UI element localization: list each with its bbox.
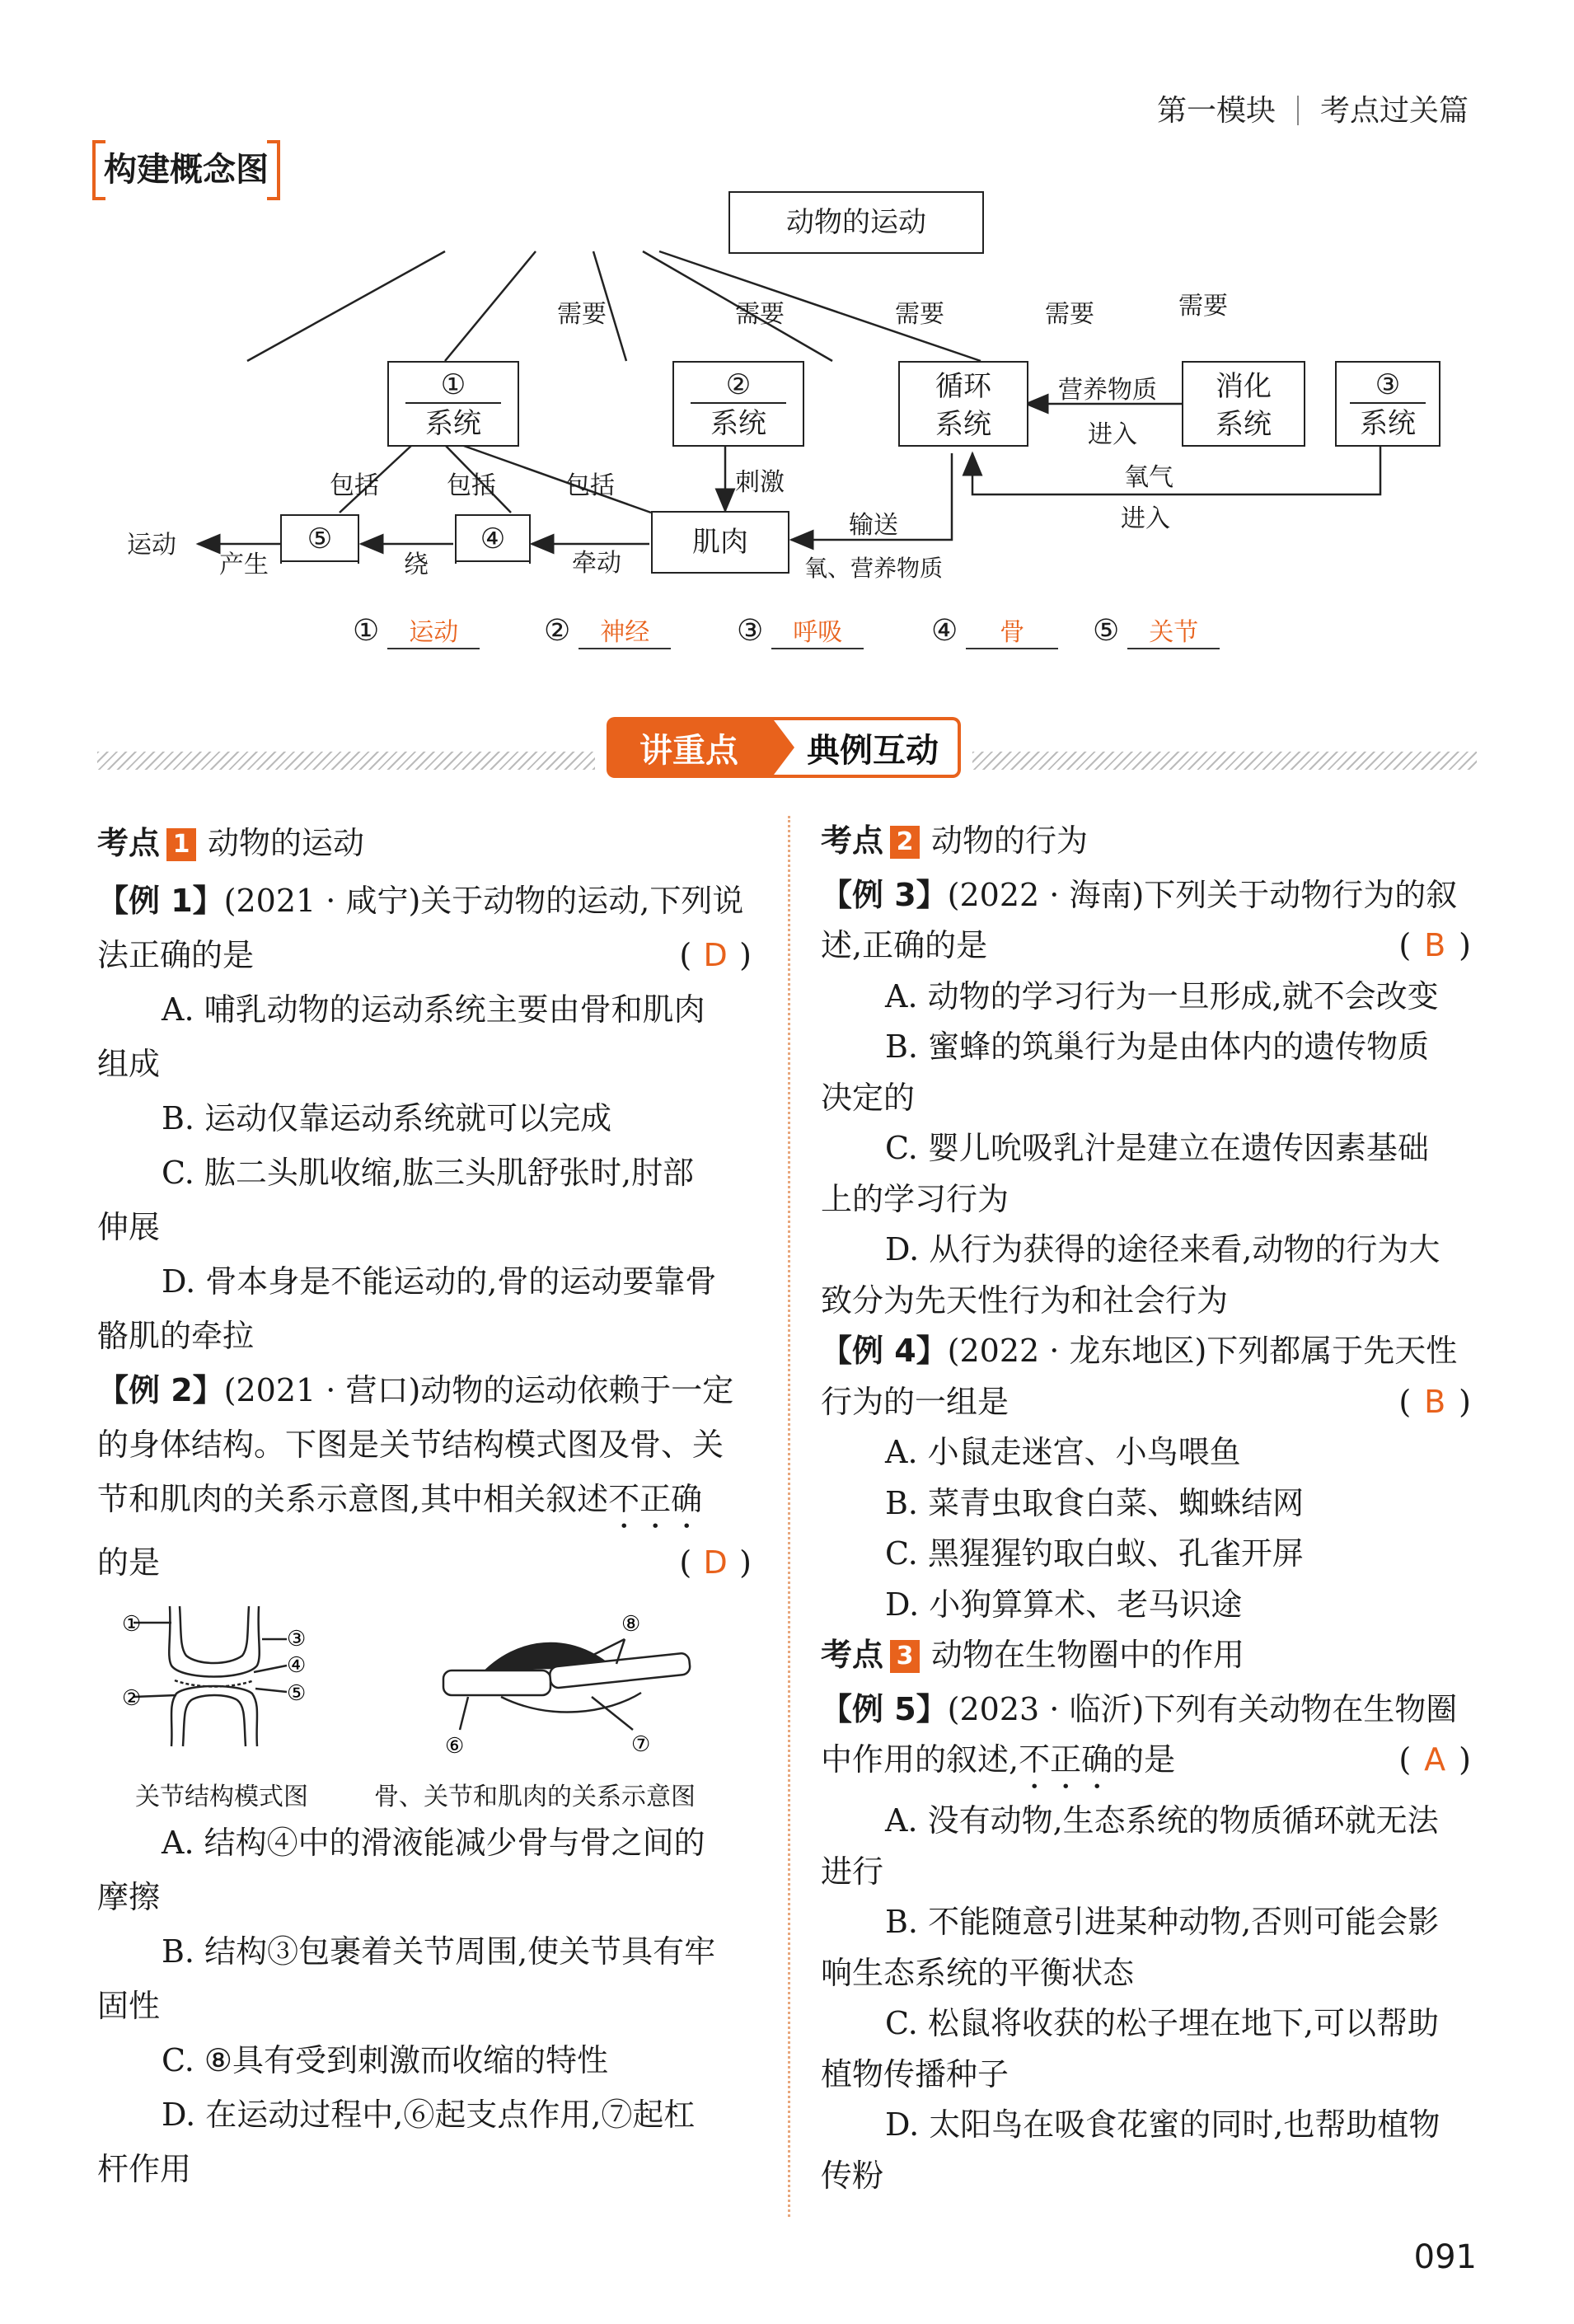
box1-num: ① [405,368,501,404]
box2-text: 系统 [710,407,766,440]
box-system-2 [672,361,804,447]
option-d-cont: 杆作用 [97,2151,192,2187]
kaodian-2-heading [821,816,1476,867]
box2-num: ② [691,368,786,404]
circ-line-2: 系统 [935,408,991,441]
answer-num: ① [353,614,380,648]
question-text: 的是 [97,1544,161,1581]
option-a: A. 动物的学习行为一旦形成,就不会改变 [885,977,1439,1014]
banner-band-left [97,752,595,770]
oxygen-nutrient-label: 氧、营养物质 [804,555,944,582]
question-text: (2023 · 临沂)下列有关动物在生物圈 [947,1690,1458,1727]
running-header [1157,87,1469,129]
pull-label: 牵动 [572,549,621,578]
box-system-1 [387,361,519,447]
joint-structure-figure [122,1598,312,1755]
answer-text: 骨 [966,611,1058,649]
transport-label: 输送 [849,511,898,540]
option-a-cont: 摩擦 [97,1879,161,1915]
enter-label-2: 进入 [1121,504,1170,533]
header-separator [1297,96,1299,125]
question-text: 行为的一组是 [821,1383,1010,1420]
include-label-2: 包括 [447,471,496,500]
answer-paren: ( D ) [679,1535,757,1590]
option-a: A. 没有动物,生态系统的物质循环就无法 [885,1802,1439,1839]
option-a-cont: 进行 [821,1853,884,1890]
need-label-1: 需要 [557,300,607,329]
example-label: 【例 2】 [97,1372,224,1408]
example-5 [821,1684,1476,2202]
box3-text: 系统 [1360,407,1416,440]
stimulus-label: 刺激 [735,468,785,497]
option-d: D. 骨本身是不能运动的,骨的运动要靠骨 [162,1263,717,1300]
kd-number: 3 [890,1640,920,1673]
example-label: 【例 1】 [97,883,224,919]
answer-choice: A [1424,1741,1446,1778]
option-c-cont: 植物传播种子 [821,2055,1010,2092]
banner-left: 讲重点 [607,717,771,778]
banner-band-right [972,752,1477,770]
answer-3 [737,611,864,649]
answer-choice: B [1424,1383,1446,1420]
box3-num: ③ [1350,368,1426,404]
joint-label-3: ③ [287,1627,307,1652]
header-part: 考点过关篇 [1319,94,1469,128]
answer-num: ④ [931,614,958,648]
column-divider [788,816,790,2217]
question-text: (2021 · 营口)动物的运动依赖于一定 [223,1372,734,1408]
option-b: B. 运动仅靠运动系统就可以完成 [162,1100,612,1136]
question-text: 节和肌肉的关系示意图,其中相关叙述 [97,1481,609,1517]
page-number: 091 [1413,2238,1477,2276]
example-label: 【例 5】 [821,1690,948,1727]
question-text: (2022 · 龙东地区)下列都属于先天性 [947,1333,1458,1369]
option-d: D. 太阳鸟在吸食花蜜的同时,也帮助植物 [885,2106,1440,2143]
answer-1 [353,611,480,649]
joint-label-1: ① [122,1612,142,1637]
answer-paren: ( A ) [1398,1735,1476,1796]
bm-label-8: ⑧ [621,1612,641,1637]
bone-box [455,514,531,569]
figures [97,1598,757,1812]
need-label-4: 需要 [1045,300,1094,329]
answer-text: 神经 [579,611,671,649]
line-top-box1 [247,251,445,361]
concept-map [115,181,1467,659]
question-text: (2022 · 海南)下列关于动物行为的叙 [947,876,1458,913]
answer-choice: B [1424,927,1446,963]
answer-num: ⑤ [1093,614,1120,648]
option-a: A. 小鼠走迷宫、小鸟喂鱼 [885,1434,1241,1470]
option-c: C. 松鼠将收获的松子埋在地下,可以帮助 [885,2005,1439,2041]
kd-title: 动物的运动 [208,825,365,861]
answer-paren: ( B ) [1398,1377,1476,1428]
include-label-3: 包括 [565,471,615,500]
option-d: D. 在运动过程中,⑥起支点作用,⑦起杠 [162,2097,696,2133]
motion-label: 运动 [127,531,176,560]
banner-right: 典例互动 [771,717,961,778]
kaodian-3-heading [821,1630,1476,1681]
kd-title: 动物的行为 [931,822,1089,859]
example-label: 【例 3】 [821,876,948,913]
digest-line-1: 消化 [1216,370,1272,403]
right-column [821,816,1476,2201]
option-b: B. 蜜蜂的筑巢行为是由体内的遗传物质 [885,1028,1430,1065]
option-c: C. 黑猩猩钓取白蚁、孔雀开屏 [885,1535,1304,1572]
question-text: 的是 [1113,1741,1176,1778]
question-text: 述,正确的是 [821,927,988,963]
joint-label-4: ④ [287,1653,307,1678]
need-label-5: 需要 [1178,292,1228,321]
muscle-box: 肌肉 [651,511,789,574]
question-text: 中作用的叙述, [821,1741,1019,1778]
example-2 [97,1363,757,2196]
answer-choice: D [703,937,728,973]
option-d-cont: 致分为先天性行为和社会行为 [821,1281,1229,1319]
circ-line-1: 循环 [935,370,991,403]
nutrient-label: 营养物质 [1058,376,1157,405]
answer-num: ② [544,614,571,648]
enter-label-1: 进入 [1088,420,1137,449]
answer-text: 呼吸 [771,611,864,649]
around-label: 绕 [404,551,429,579]
option-b-cont: 响生态系统的平衡状态 [821,1954,1135,1991]
option-c: C. ⑧具有受到刺激而收缩的特性 [162,2042,608,2078]
option-d: D. 小狗算算术、老马识途 [885,1586,1243,1623]
option-b-cont: 固性 [97,1988,161,2024]
option-b: B. 菜青虫取食白菜、蜘蛛结网 [885,1484,1305,1521]
question-text: (2021 · 咸宁)关于动物的运动,下列说 [223,883,744,919]
kd-number: 1 [166,828,196,861]
question-text: 法正确的是 [97,937,255,973]
kd-label: 考点 [821,822,884,859]
section-tag: 构建概念图 [92,140,280,194]
answer-choice: D [703,1544,728,1581]
arrow-oxygen-circ [972,445,1380,494]
kd-number: 2 [890,826,920,859]
option-c-cont: 上的学习行为 [821,1180,1010,1217]
answer-paren: ( B ) [1398,921,1476,972]
option-b: B. 不能随意引进某种动物,否则可能会影 [885,1904,1440,1940]
joint-label-5: ⑤ [287,1681,307,1706]
example-4 [821,1326,1476,1630]
include-label-1: 包括 [330,471,379,500]
option-a: A. 结构④中的滑液能减少骨与骨之间的 [162,1825,705,1861]
left-column [97,816,757,2196]
kaodian-1-heading [97,816,757,870]
option-c: C. 婴儿吮吸乳汁是建立在遗传因素基础 [885,1130,1429,1166]
bone-num: ④ [455,514,531,564]
answer-paren: ( D ) [679,928,757,982]
digest-line-2: 系统 [1216,408,1272,441]
answer-5 [1093,611,1220,649]
joint-num: ⑤ [280,514,359,564]
bm-label-6: ⑥ [445,1734,465,1759]
option-a: A. 哺乳动物的运动系统主要由骨和肌肉 [162,991,705,1028]
box1-text: 系统 [425,407,481,440]
need-label-3: 需要 [895,300,944,329]
option-b: B. 结构③包裹着关节周围,使关节具有牢 [162,1933,716,1970]
option-d-cont: 骼肌的牵拉 [97,1318,255,1354]
produce-label: 产生 [219,551,269,579]
example-3 [821,870,1476,1327]
option-d-cont: 传粉 [821,2157,884,2194]
top-box: 动物的运动 [728,191,984,254]
bm-label-7: ⑦ [631,1732,651,1757]
emphasis-text: 不正确 [608,1481,703,1517]
joint-box [280,514,359,569]
joint-label-2: ② [122,1686,142,1711]
kd-label: 考点 [97,825,161,861]
fig-caption-bone-muscle: 骨、关节和肌肉的关系示意图 [374,1783,696,1811]
oxygen-label: 氧气 [1124,463,1173,492]
example-1 [97,874,757,1363]
answer-num: ③ [737,614,764,648]
emphasis-text: 不正确 [1019,1741,1113,1778]
bone-muscle-figure [427,1606,715,1771]
answer-2 [544,611,671,649]
kd-label: 考点 [821,1637,884,1673]
example-label: 【例 4】 [821,1333,948,1369]
box-system-3 [1335,361,1440,447]
need-label-2: 需要 [735,300,785,329]
option-a-cont: 组成 [97,1046,161,1082]
option-d: D. 从行为获得的途径来看,动物的行为大 [885,1231,1440,1267]
answer-text: 运动 [387,611,480,649]
answer-4 [931,611,1058,649]
question-text: 的身体结构。下图是关节结构模式图及骨、关 [97,1427,724,1463]
answer-text: 关节 [1127,611,1220,649]
option-b-cont: 决定的 [821,1079,916,1116]
option-c: C. 肱二头肌收缩,肱三头肌舒张时,肘部 [162,1155,695,1191]
fig-caption-joint: 关节结构模式图 [135,1783,308,1811]
option-c-cont: 伸展 [97,1209,161,1245]
line-top-box2 [445,251,536,361]
section-banner [607,717,961,778]
box-digestive [1182,361,1305,447]
box-circulatory [898,361,1028,447]
header-module: 第一模块 [1156,94,1276,128]
kd-title: 动物在生物圈中的作用 [931,1637,1245,1673]
